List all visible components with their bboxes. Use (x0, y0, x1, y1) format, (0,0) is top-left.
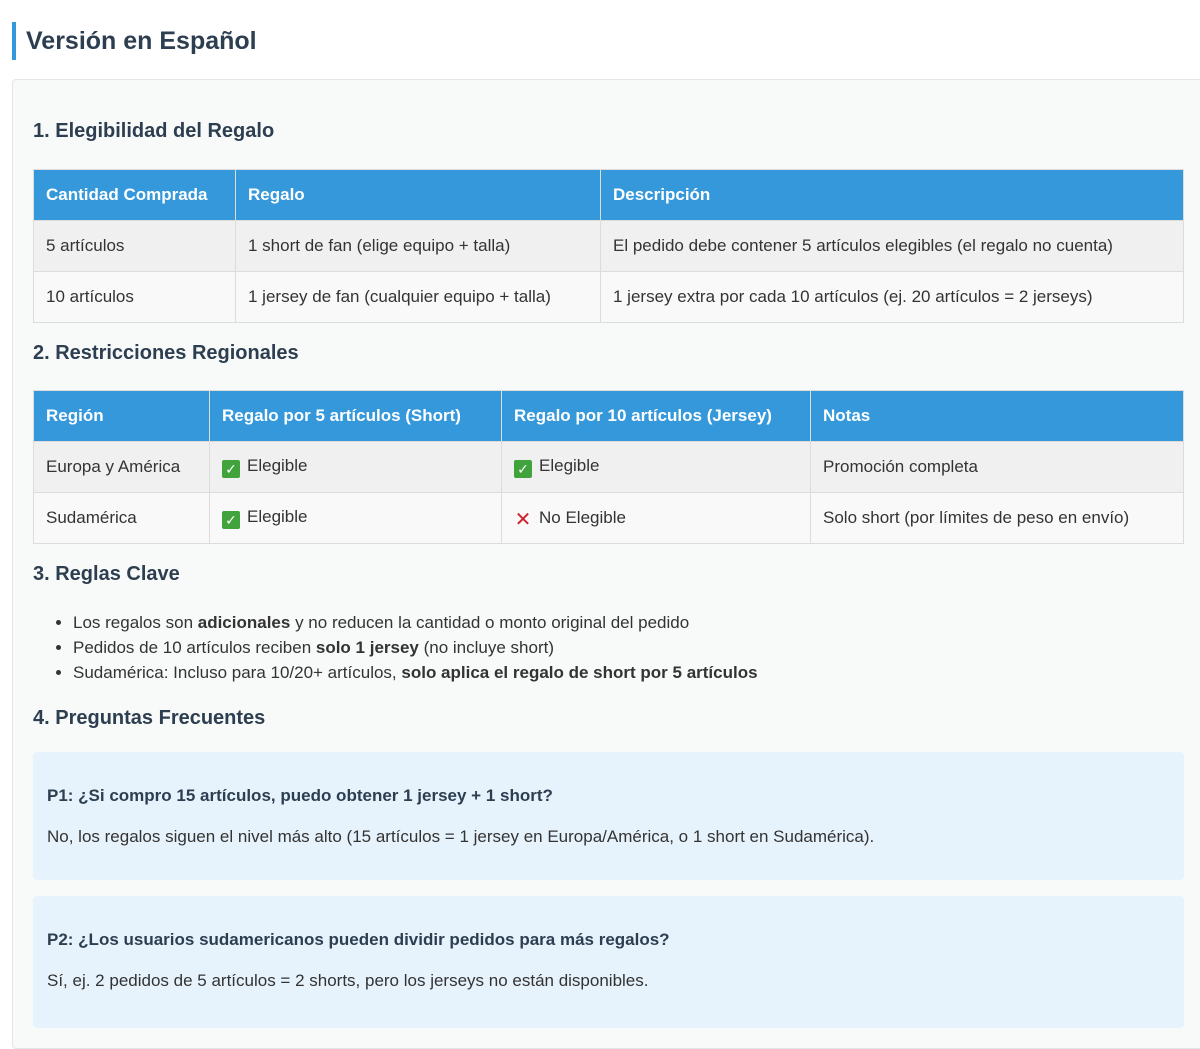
table-cell: 5 artículos (34, 221, 236, 272)
page-title: Versión en Español (26, 26, 257, 55)
faq-answer: Sí, ej. 2 pedidos de 5 artículos = 2 shorts, pero los jerseys no están disponibles. (47, 971, 649, 990)
column-header: Descripción (601, 170, 1184, 221)
table-cell: 10 artículos (34, 272, 236, 323)
section-title-faq: 4. Preguntas Frecuentes (33, 707, 266, 729)
table-cell: Europa y América (34, 442, 210, 493)
table-cell (502, 493, 811, 544)
table-cell: 1 jersey extra por cada 10 artículos (ej. 20 artículos = 2 jerseys) (601, 272, 1184, 323)
table-cell (502, 442, 811, 493)
faq-item (33, 752, 1184, 880)
table-header-row (34, 391, 1184, 442)
table-cell: Sudamérica (34, 493, 210, 544)
column-header: Regalo (236, 170, 601, 221)
rules-list (33, 610, 758, 685)
faq-item (33, 896, 1184, 1028)
check-icon: ✓ (222, 511, 240, 529)
table-cell: Promoción completa (811, 442, 1184, 493)
column-header: Regalo por 5 artículos (Short) (210, 391, 502, 442)
table-header-row (34, 170, 1184, 221)
table-cell: Solo short (por límites de peso en envío) (811, 493, 1184, 544)
column-header: Cantidad Comprada (34, 170, 236, 221)
regional-table (33, 390, 1184, 544)
cross-icon: ✕ (514, 508, 532, 531)
list-item: • Sudamérica: Incluso para 10/20+ artículos, solo aplica el regalo de short por 5 artículos (73, 660, 758, 685)
status-text: Elegible (539, 456, 600, 475)
column-header: Región (34, 391, 210, 442)
table-cell: 1 short de fan (elige equipo + talla) (236, 221, 601, 272)
table-cell (210, 493, 502, 544)
list-item: • Pedidos de 10 artículos reciben solo 1 jersey (no incluye short) (73, 635, 758, 660)
table-row (34, 493, 1184, 544)
table-cell: 1 jersey de fan (cualquier equipo + talla) (236, 272, 601, 323)
page-header (12, 22, 257, 60)
section-title-rules: 3. Reglas Clave (33, 563, 180, 585)
faq-question: P2: ¿Los usuarios sudamericanos pueden dividir pedidos para más regalos? (47, 930, 670, 949)
column-header: Regalo por 10 artículos (Jersey) (502, 391, 811, 442)
check-icon: ✓ (222, 460, 240, 478)
table-row (34, 221, 1184, 272)
table-cell: El pedido debe contener 5 artículos elegibles (el regalo no cuenta) (601, 221, 1184, 272)
status-text: Elegible (247, 507, 308, 526)
status-text: No Elegible (539, 507, 626, 527)
content-card (12, 79, 1200, 1049)
check-icon: ✓ (514, 460, 532, 478)
status-text: Elegible (247, 456, 308, 475)
section-title-eligibility: 1. Elegibilidad del Regalo (33, 120, 275, 142)
faq-answer: No, los regalos siguen el nivel más alto (15 artículos = 1 jersey en Europa/América, o 1 short en Sudamérica). (47, 827, 875, 846)
section-title-regional: 2. Restricciones Regionales (33, 342, 299, 364)
eligibility-table (33, 169, 1184, 323)
list-item: • Los regalos son adicionales y no reducen la cantidad o monto original del pedido (73, 610, 758, 635)
table-row (34, 272, 1184, 323)
faq-question: P1: ¿Si compro 15 artículos, puedo obtener 1 jersey + 1 short? (47, 786, 553, 805)
table-cell (210, 442, 502, 493)
table-row (34, 442, 1184, 493)
column-header: Notas (811, 391, 1184, 442)
